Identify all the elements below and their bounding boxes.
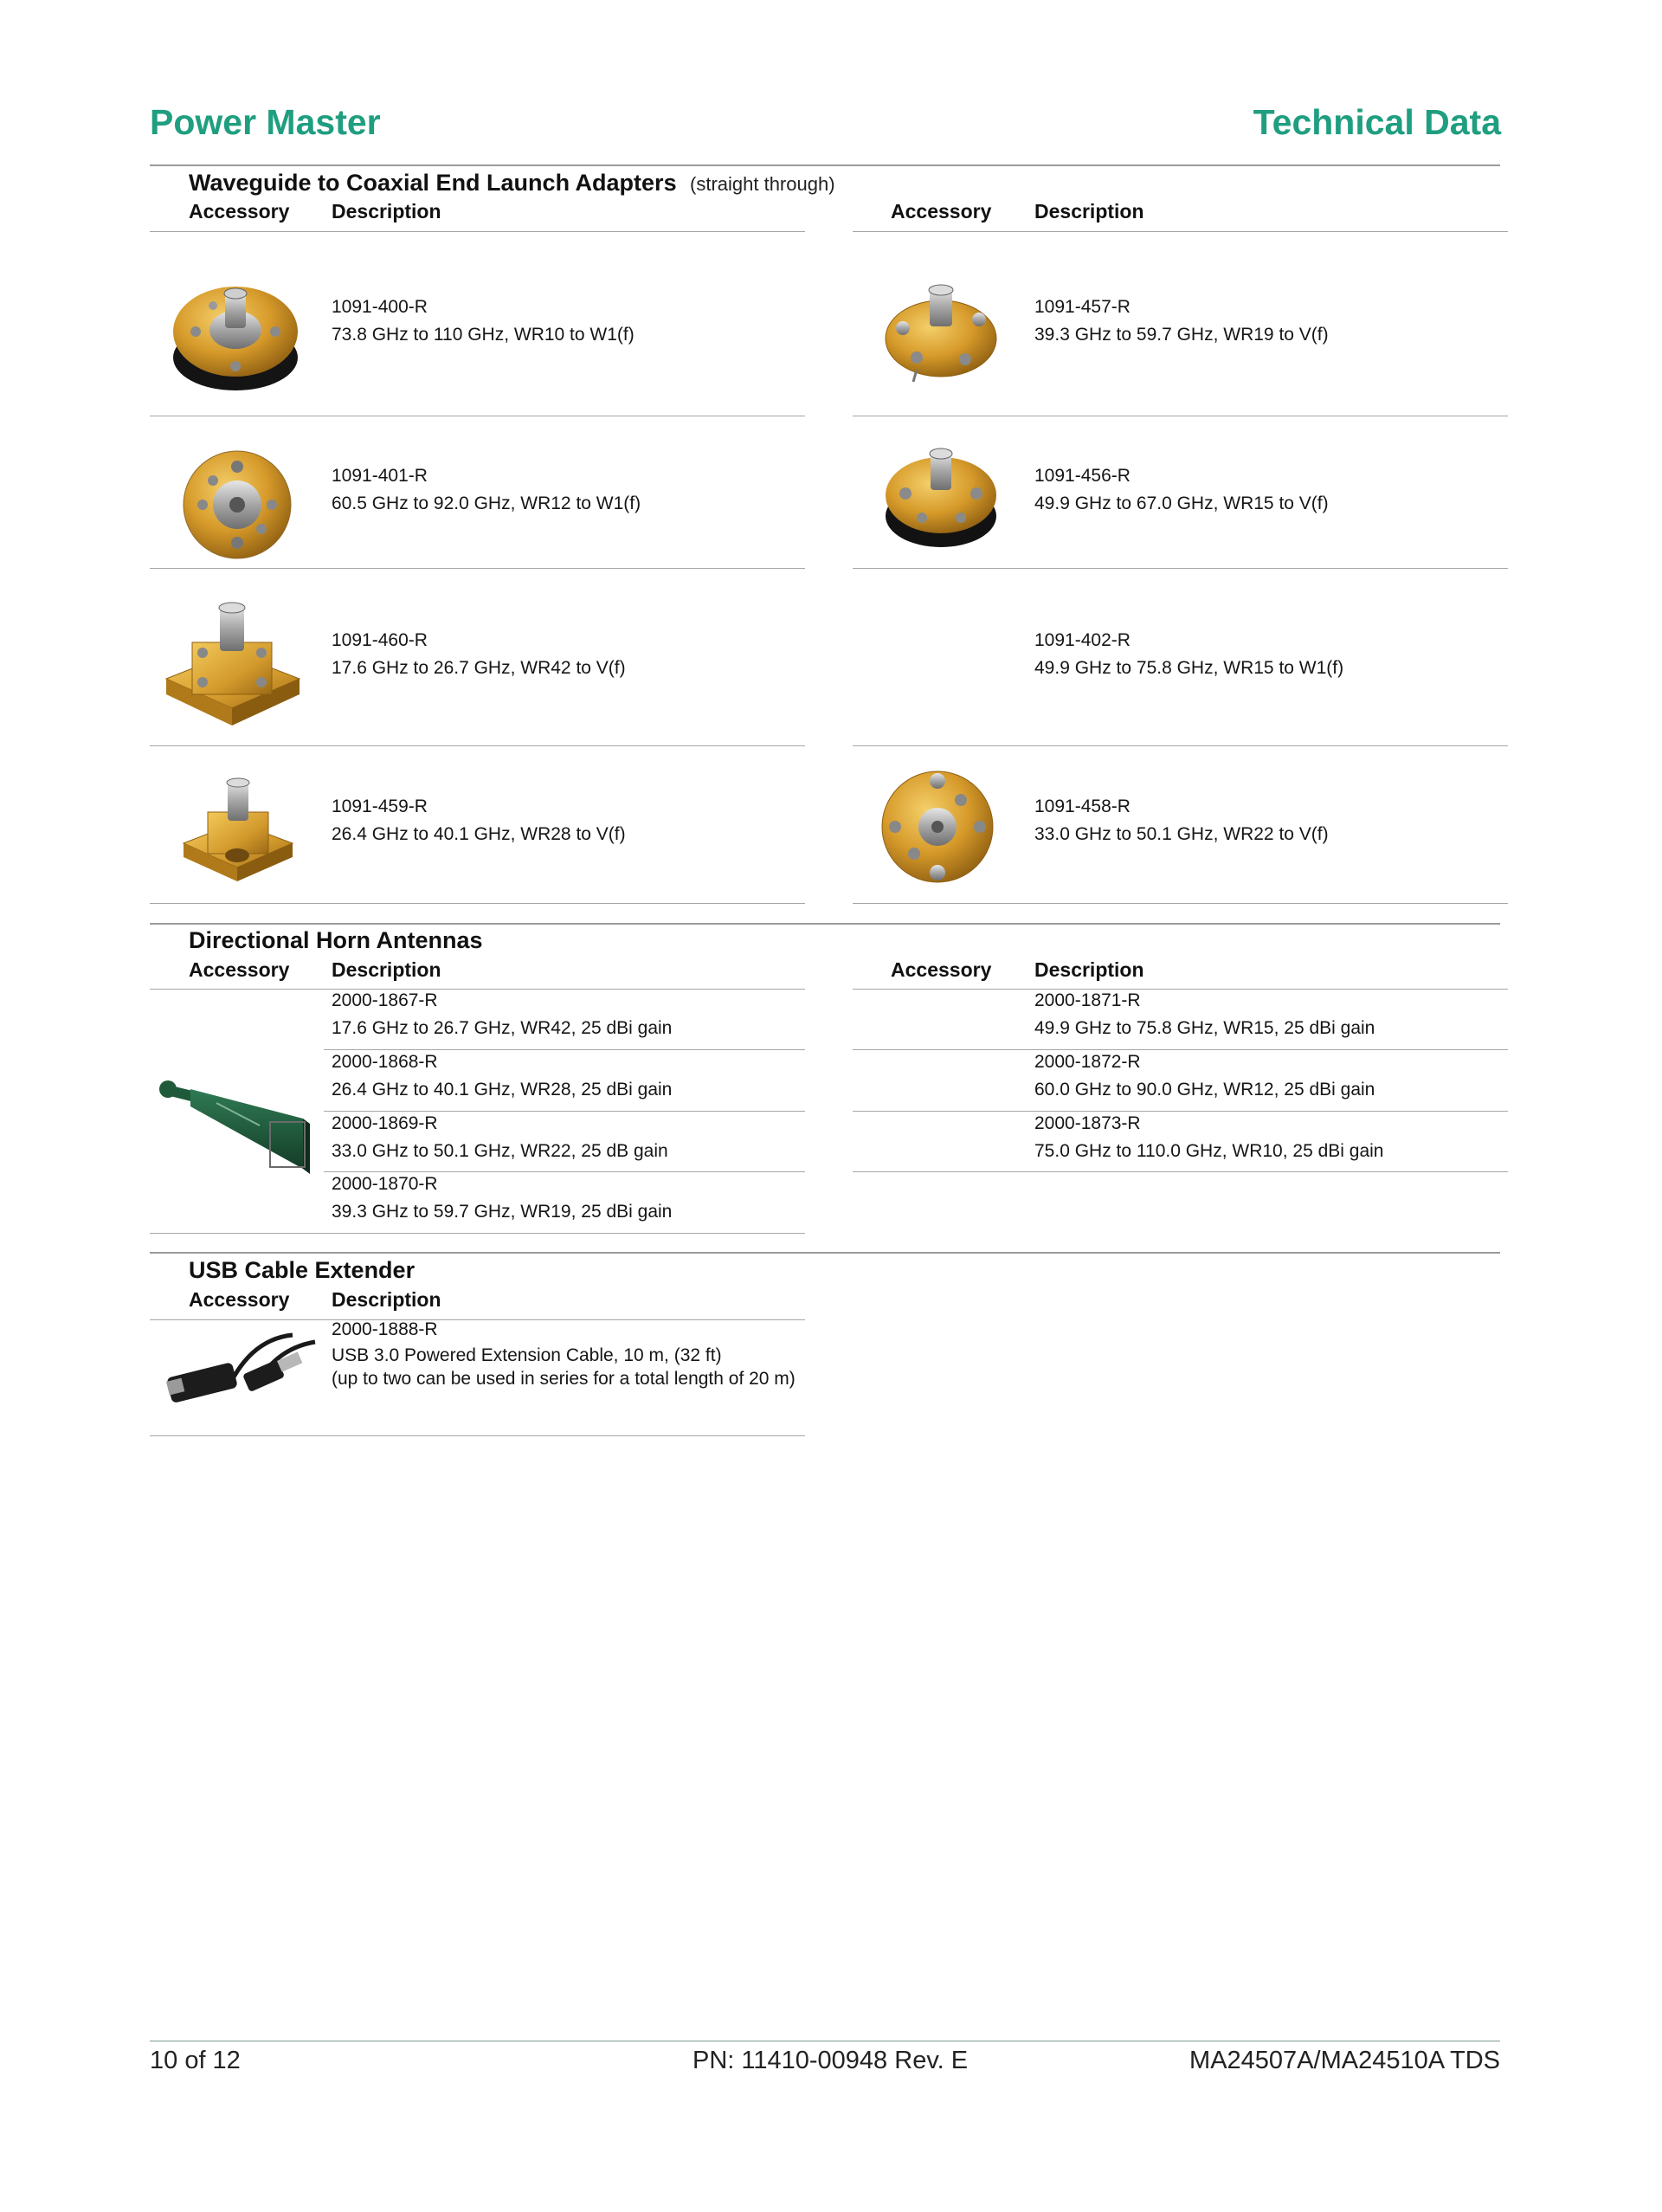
adapter-1091-459-entry	[332, 793, 626, 848]
horn-antenna-icon	[156, 1077, 312, 1179]
adapter-1091-456-entry	[1034, 462, 1329, 518]
part-description: 73.8 GHz to 110 GHz, WR10 to W1(f)	[332, 325, 635, 345]
part-description: 39.3 GHz to 59.7 GHz, WR19, 25 dBi gain	[332, 1202, 673, 1222]
waveguide-header-rule-right	[853, 231, 1508, 232]
part-number: 1091-401-R	[332, 466, 428, 486]
header-section-title: Technical Data	[1253, 102, 1501, 142]
part-description: 75.0 GHz to 110.0 GHz, WR10, 25 dBi gain	[1034, 1141, 1384, 1161]
footer-document-id: MA24507A/MA24510A TDS	[1189, 2047, 1500, 2074]
footer-part-number: PN: 11410-00948 Rev. E	[692, 2047, 969, 2074]
part-description: 26.4 GHz to 40.1 GHz, WR28 to V(f)	[332, 824, 626, 844]
row-divider	[853, 745, 1508, 746]
waveguide-section-title: Waveguide to Coaxial End Launch Adapters	[189, 170, 677, 196]
usb-2000-1888-entry	[332, 1316, 799, 1390]
part-description: 60.0 GHz to 90.0 GHz, WR12, 25 dBi gain	[1034, 1080, 1375, 1100]
part-number: 2000-1870-R	[332, 1174, 438, 1194]
square-flange-adapter-icon	[163, 599, 303, 727]
horn-2000-1869-entry	[332, 1110, 668, 1165]
adapter-1091-400-entry	[332, 293, 635, 349]
part-number: 1091-457-R	[1034, 297, 1131, 317]
col-header-accessory: Accessory	[189, 958, 290, 981]
row-divider	[150, 903, 805, 904]
part-number: 1091-402-R	[1034, 630, 1131, 650]
adapter-1091-457-entry	[1034, 293, 1329, 349]
horn-2000-1871-entry	[1034, 987, 1375, 1042]
horn-section-title: Directional Horn Antennas	[189, 927, 483, 953]
adapter-1091-402-entry	[1034, 627, 1343, 682]
part-number: 2000-1867-R	[332, 990, 438, 1010]
row-divider	[150, 1233, 805, 1234]
part-description: 26.4 GHz to 40.1 GHz, WR28, 25 dBi gain	[332, 1080, 673, 1100]
horn-2000-1872-entry	[1034, 1048, 1375, 1104]
row-divider	[150, 745, 805, 746]
adapter-1091-458-entry	[1034, 793, 1329, 848]
part-description: 60.5 GHz to 92.0 GHz, WR12 to W1(f)	[332, 493, 641, 513]
row-divider	[150, 1435, 805, 1436]
part-number: 1091-456-R	[1034, 466, 1131, 486]
horn-2000-1868-entry	[332, 1048, 672, 1104]
col-header-description: Description	[332, 958, 441, 981]
part-description: 49.9 GHz to 67.0 GHz, WR15 to V(f)	[1034, 493, 1329, 513]
usb-section-title: USB Cable Extender	[189, 1257, 416, 1283]
round-flange-adapter-icon	[883, 445, 1000, 551]
part-number: 1091-458-R	[1034, 796, 1131, 816]
part-description: 49.9 GHz to 75.8 GHz, WR15 to W1(f)	[1034, 658, 1344, 678]
col-header-accessory-right: Accessory	[891, 200, 992, 222]
part-description: USB 3.0 Powered Extension Cable, 10 m, (32 ft)	[332, 1345, 722, 1365]
horn-2000-1870-entry	[332, 1170, 672, 1226]
part-number: 2000-1888-R	[332, 1319, 438, 1339]
part-number: 2000-1872-R	[1034, 1052, 1141, 1072]
horn-2000-1873-entry	[1034, 1110, 1383, 1165]
section-divider	[150, 1252, 1500, 1254]
row-divider	[150, 568, 805, 569]
round-flange-adapter-icon	[879, 769, 995, 885]
part-description: 33.0 GHz to 50.1 GHz, WR22 to V(f)	[1034, 824, 1329, 844]
waveguide-header-rule-left	[150, 231, 805, 232]
col-header-description: Description	[332, 200, 441, 222]
part-number: 1091-460-R	[332, 630, 428, 650]
adapter-1091-460-entry	[332, 627, 626, 682]
round-flange-adapter-icon	[882, 280, 1000, 385]
row-divider	[853, 568, 1508, 569]
round-flange-adapter-icon	[170, 271, 301, 397]
adapter-1091-401-entry	[332, 462, 641, 518]
part-number: 1091-459-R	[332, 796, 428, 816]
round-flange-adapter-icon	[182, 449, 293, 560]
horn-2000-1867-entry	[332, 987, 672, 1042]
square-flange-adapter-icon	[180, 776, 296, 883]
col-header-accessory: Accessory	[189, 200, 290, 222]
col-header-description-right: Description	[1034, 958, 1144, 981]
col-header-accessory-right: Accessory	[891, 958, 992, 981]
row-divider	[853, 903, 1508, 904]
part-description: 17.6 GHz to 26.7 GHz, WR42 to V(f)	[332, 658, 626, 678]
part-number: 2000-1868-R	[332, 1052, 438, 1072]
part-number: 2000-1869-R	[332, 1113, 438, 1133]
part-note: (up to two can be used in series for a total length of 20 m)	[332, 1369, 796, 1389]
header-product-title: Power Master	[150, 102, 381, 142]
waveguide-section-note: (straight through)	[690, 173, 835, 195]
usb-cable-icon	[163, 1330, 319, 1413]
col-header-description: Description	[332, 1288, 441, 1311]
col-header-description-right: Description	[1034, 200, 1144, 222]
part-number: 1091-400-R	[332, 297, 428, 317]
part-description: 17.6 GHz to 26.7 GHz, WR42, 25 dBi gain	[332, 1018, 673, 1038]
part-description: 33.0 GHz to 50.1 GHz, WR22, 25 dB gain	[332, 1141, 668, 1161]
row-divider	[853, 1171, 1508, 1172]
footer-page-number: 10 of 12	[150, 2047, 241, 2074]
section-divider	[150, 923, 1500, 925]
col-header-accessory: Accessory	[189, 1288, 290, 1311]
header-divider	[150, 164, 1500, 166]
part-number: 2000-1871-R	[1034, 990, 1141, 1010]
part-description: 49.9 GHz to 75.8 GHz, WR15, 25 dBi gain	[1034, 1018, 1375, 1038]
part-description: 39.3 GHz to 59.7 GHz, WR19 to V(f)	[1034, 325, 1329, 345]
part-number: 2000-1873-R	[1034, 1113, 1141, 1133]
